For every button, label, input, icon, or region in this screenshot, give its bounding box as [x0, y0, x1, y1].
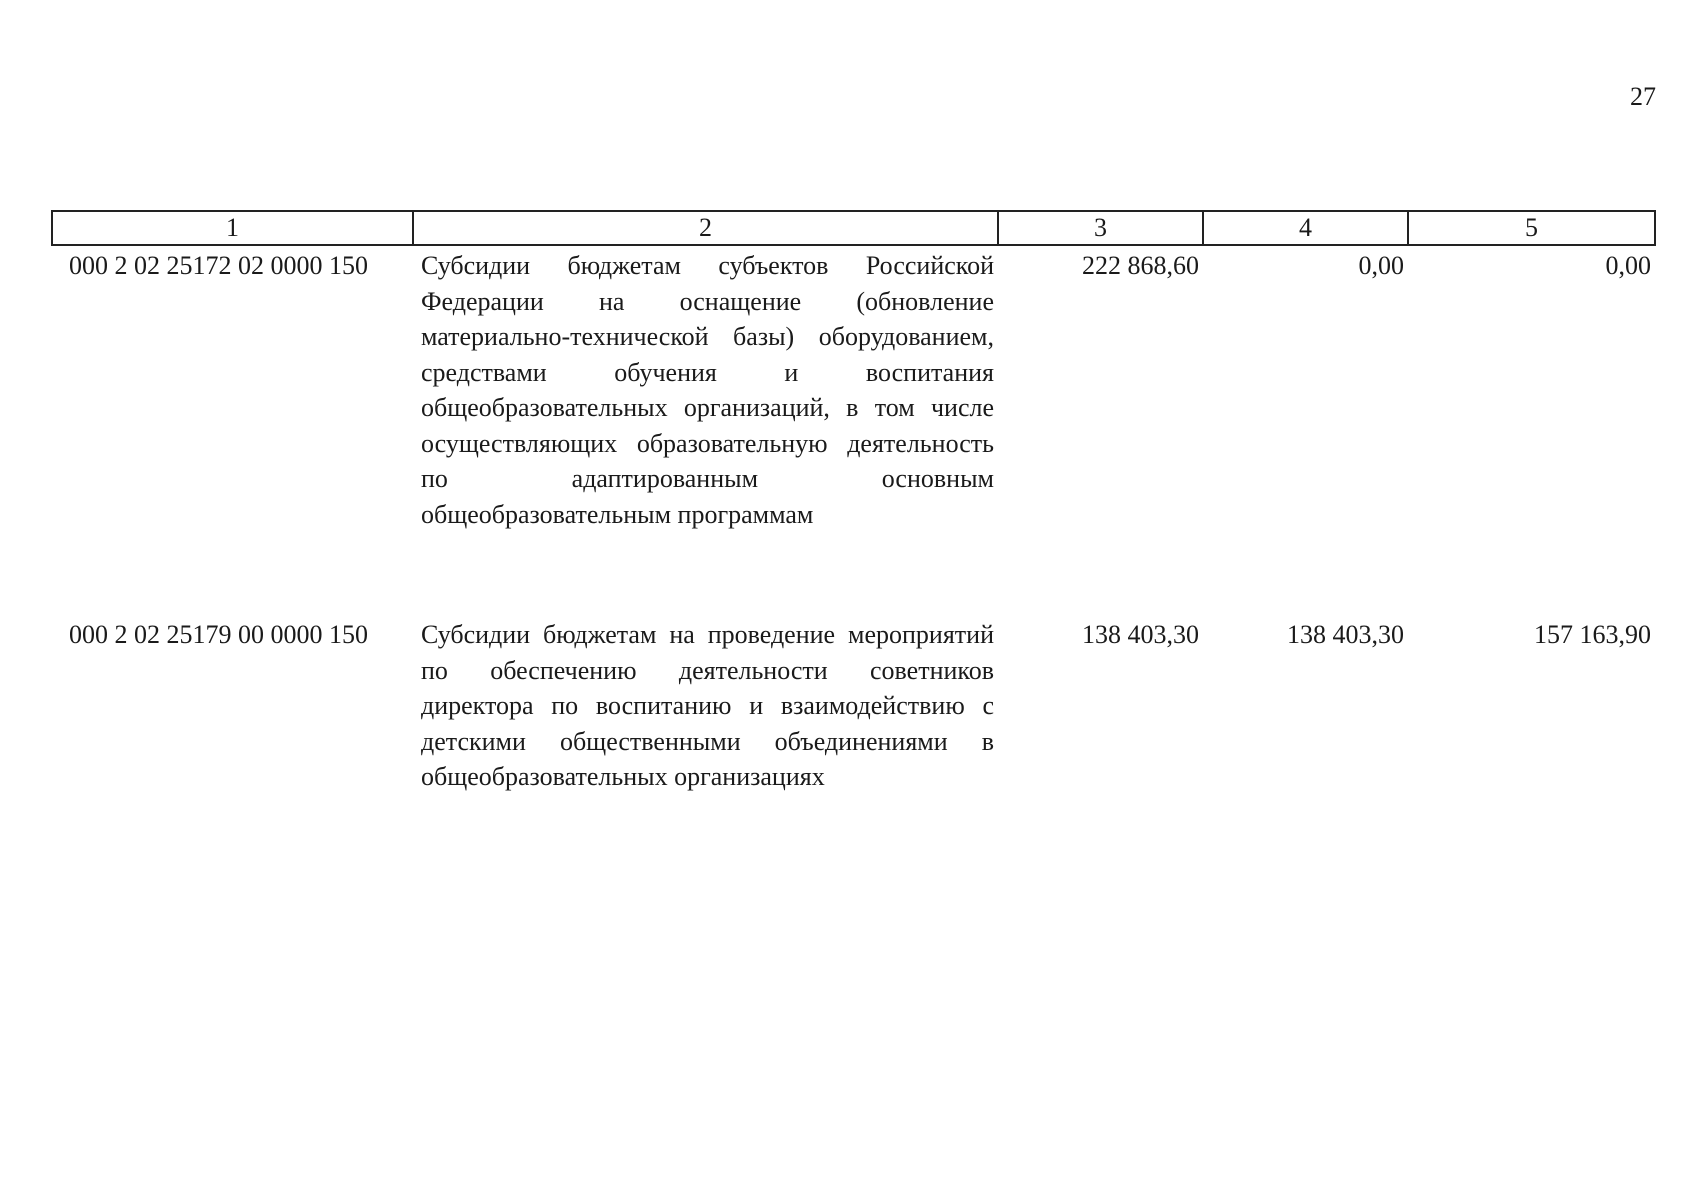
amount-col-5: 0,00 — [1605, 251, 1651, 280]
table-row — [52, 615, 1655, 847]
table-body — [52, 245, 1655, 847]
table-row — [52, 245, 1655, 615]
amount-col-3: 222 868,60 — [1082, 251, 1199, 280]
budget-code: 000 2 02 25172 02 0000 150 — [69, 251, 368, 280]
amount-col-5: 157 163,90 — [1534, 620, 1651, 649]
amount-col-3: 138 403,30 — [1082, 620, 1199, 649]
table-header — [52, 211, 1655, 245]
amount-col-4: 138 403,30 — [1287, 620, 1404, 649]
item-description: Субсидии бюджетам субъектов Российской Федерации на оснащение (обновление материально-технической базы) оборудованием, средствами обучения и воспитания общеобразовательных организаций, в том числе осуществляющих образовательную деятельность по адаптированным основным общеобразовательным программам — [421, 251, 994, 529]
page-number: 27 — [1630, 82, 1656, 111]
header-col-4: 4 — [1203, 211, 1408, 245]
header-col-3: 3 — [998, 211, 1203, 245]
header-col-1: 1 — [52, 211, 413, 245]
header-col-2: 2 — [413, 211, 998, 245]
budget-code: 000 2 02 25179 00 0000 150 — [69, 620, 368, 649]
item-description: Субсидии бюджетам на проведение мероприятий по обеспечению деятельности советников директора по воспитанию и взаимодействию с детскими общественными объединениями в общеобразовательных организациях — [421, 620, 994, 791]
header-row — [52, 211, 1655, 245]
budget-table — [51, 210, 1656, 847]
amount-col-4: 0,00 — [1358, 251, 1404, 280]
header-col-5: 5 — [1408, 211, 1655, 245]
